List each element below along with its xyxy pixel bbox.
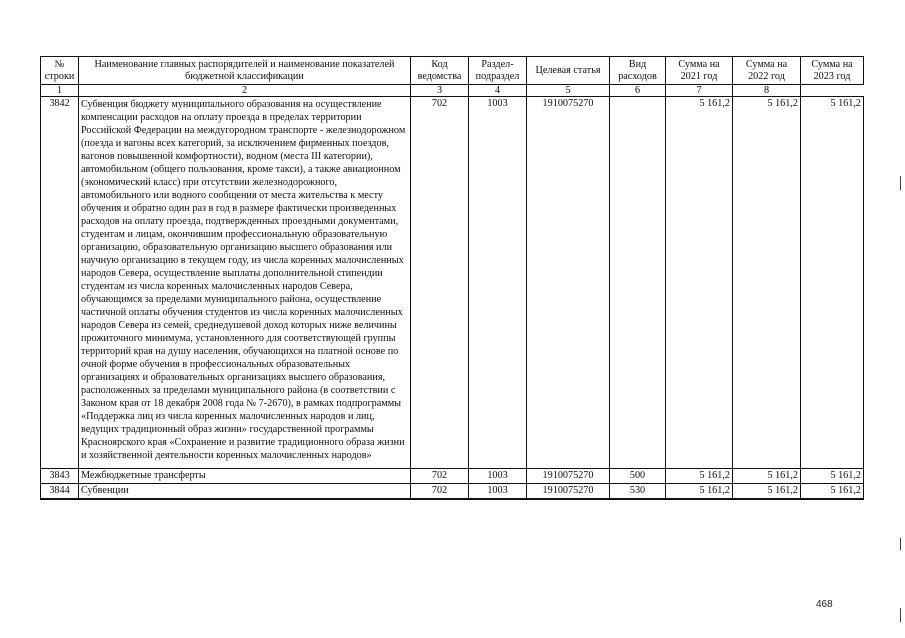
sum-2022-cell: 5 161,2 xyxy=(733,97,801,469)
dept-code-cell: 702 xyxy=(411,484,469,500)
column-number: 6 xyxy=(610,85,666,97)
dept-code-cell: 702 xyxy=(411,97,469,469)
column-number: 2 xyxy=(79,85,411,97)
scan-edge-mark xyxy=(900,176,901,190)
target-cell: 1910075270 xyxy=(527,484,610,500)
header-section: Раздел-подраздел xyxy=(469,57,527,85)
column-number: 7 xyxy=(666,85,733,97)
row-number-cell: 3843 xyxy=(41,469,79,484)
section-cell: 1003 xyxy=(469,469,527,484)
table-row xyxy=(41,97,864,469)
sum-2023-cell: 5 161,2 xyxy=(801,97,864,469)
header-name: Наименование главных распорядителей и наименование показателей бюджетной классификации xyxy=(79,57,411,85)
row-name-cell: Субвенция бюджету муниципального образования на осуществление компенсации расходов на оплату проезда в пределах территории Российской Федерации на междугородном транспорте - железнодорожном (поезда и вагоны всех категорий, за исключением фирменных поездов, вагонов повышенной комфортности), водном (места III категории), автомобильном (общего пользования, кроме такси), а также авиационном (экономический класс) при отсутствии железнодорожного, автомобильного или водного сообщения от места жительства к месту обучения и обратно один раз в год в размере фактически произведенных расходов на оплату проезда, подтвержденных проездными документами, студентам и лицам, окончившим профессиональную образовательную организацию, образовательную организацию высшего образования или научную организацию в текущем году, из числа коренных малочисленных народов Севера, осуществление выплаты дополнительной стипендии студентам из числа коренных малочисленных народов Севера, обучающимся за пределами муниципального района, осуществление частичной оплаты обучения студентов из числа коренных малочисленных народов Севера из семей, среднедушевой доход которых ниже величины прожиточного минимума, установленного для соответствующей группы территорий края на душу населения, обучающихся на платной основе по очной форме обучения в профессиональных образовательных организациях и образовательных организациях высшего образования, расположенных за пределами муниципального района (в соответствии с Законом края от 18 декабря 2008 года № 7-2670), в рамках подпрограммы «Поддержка лиц из числа коренных малочисленных народов и лиц, ведущих традиционный образ жизни» государственной программы Красноярского края «Сохранение и развитие традиционного образа жизни и хозяйственной деятельности коренных малочисленных народов» xyxy=(79,97,411,469)
dept-code-cell: 702 xyxy=(411,469,469,484)
sum-2022-cell: 5 161,2 xyxy=(733,469,801,484)
sum-2021-cell: 5 161,2 xyxy=(666,469,733,484)
expense-type-cell: 500 xyxy=(610,469,666,484)
header-sum-2021: Сумма на 2021 год xyxy=(666,57,733,85)
section-cell: 1003 xyxy=(469,484,527,500)
sum-2021-cell: 5 161,2 xyxy=(666,97,733,469)
header-expense-type: Вид расходов xyxy=(610,57,666,85)
budget-allocation-table xyxy=(40,56,864,500)
section-cell: 1003 xyxy=(469,97,527,469)
page-number: 468 xyxy=(816,599,833,610)
column-number: 4 xyxy=(469,85,527,97)
header-row xyxy=(41,57,864,85)
table-row xyxy=(41,484,864,500)
sum-2021-cell: 5 161,2 xyxy=(666,484,733,500)
scan-edge-mark xyxy=(900,538,901,550)
row-name-cell: Субвенции xyxy=(79,484,411,500)
row-name-cell: Межбюджетные трансферты xyxy=(79,469,411,484)
column-number-row xyxy=(41,85,864,97)
sum-2023-cell: 5 161,2 xyxy=(801,469,864,484)
column-number: 1 xyxy=(41,85,79,97)
expense-type-cell xyxy=(610,97,666,469)
target-cell: 1910075270 xyxy=(527,97,610,469)
target-cell: 1910075270 xyxy=(527,469,610,484)
header-row-number: № строки xyxy=(41,57,79,85)
column-number: 8 xyxy=(733,85,801,97)
sum-2022-cell: 5 161,2 xyxy=(733,484,801,500)
header-target: Целевая статья xyxy=(527,57,610,85)
scan-edge-mark xyxy=(900,608,901,622)
row-number-cell: 3844 xyxy=(41,484,79,500)
header-dept-code: Код ведомства xyxy=(411,57,469,85)
header-sum-2022: Сумма на 2022 год xyxy=(733,57,801,85)
row-number-cell: 3842 xyxy=(41,97,79,469)
table-row xyxy=(41,469,864,484)
column-number: 3 xyxy=(411,85,469,97)
sum-2023-cell: 5 161,2 xyxy=(801,484,864,500)
header-sum-2023: Сумма на 2023 год xyxy=(801,57,864,85)
column-number: 5 xyxy=(527,85,610,97)
expense-type-cell: 530 xyxy=(610,484,666,500)
budget-table-sheet xyxy=(40,56,863,500)
